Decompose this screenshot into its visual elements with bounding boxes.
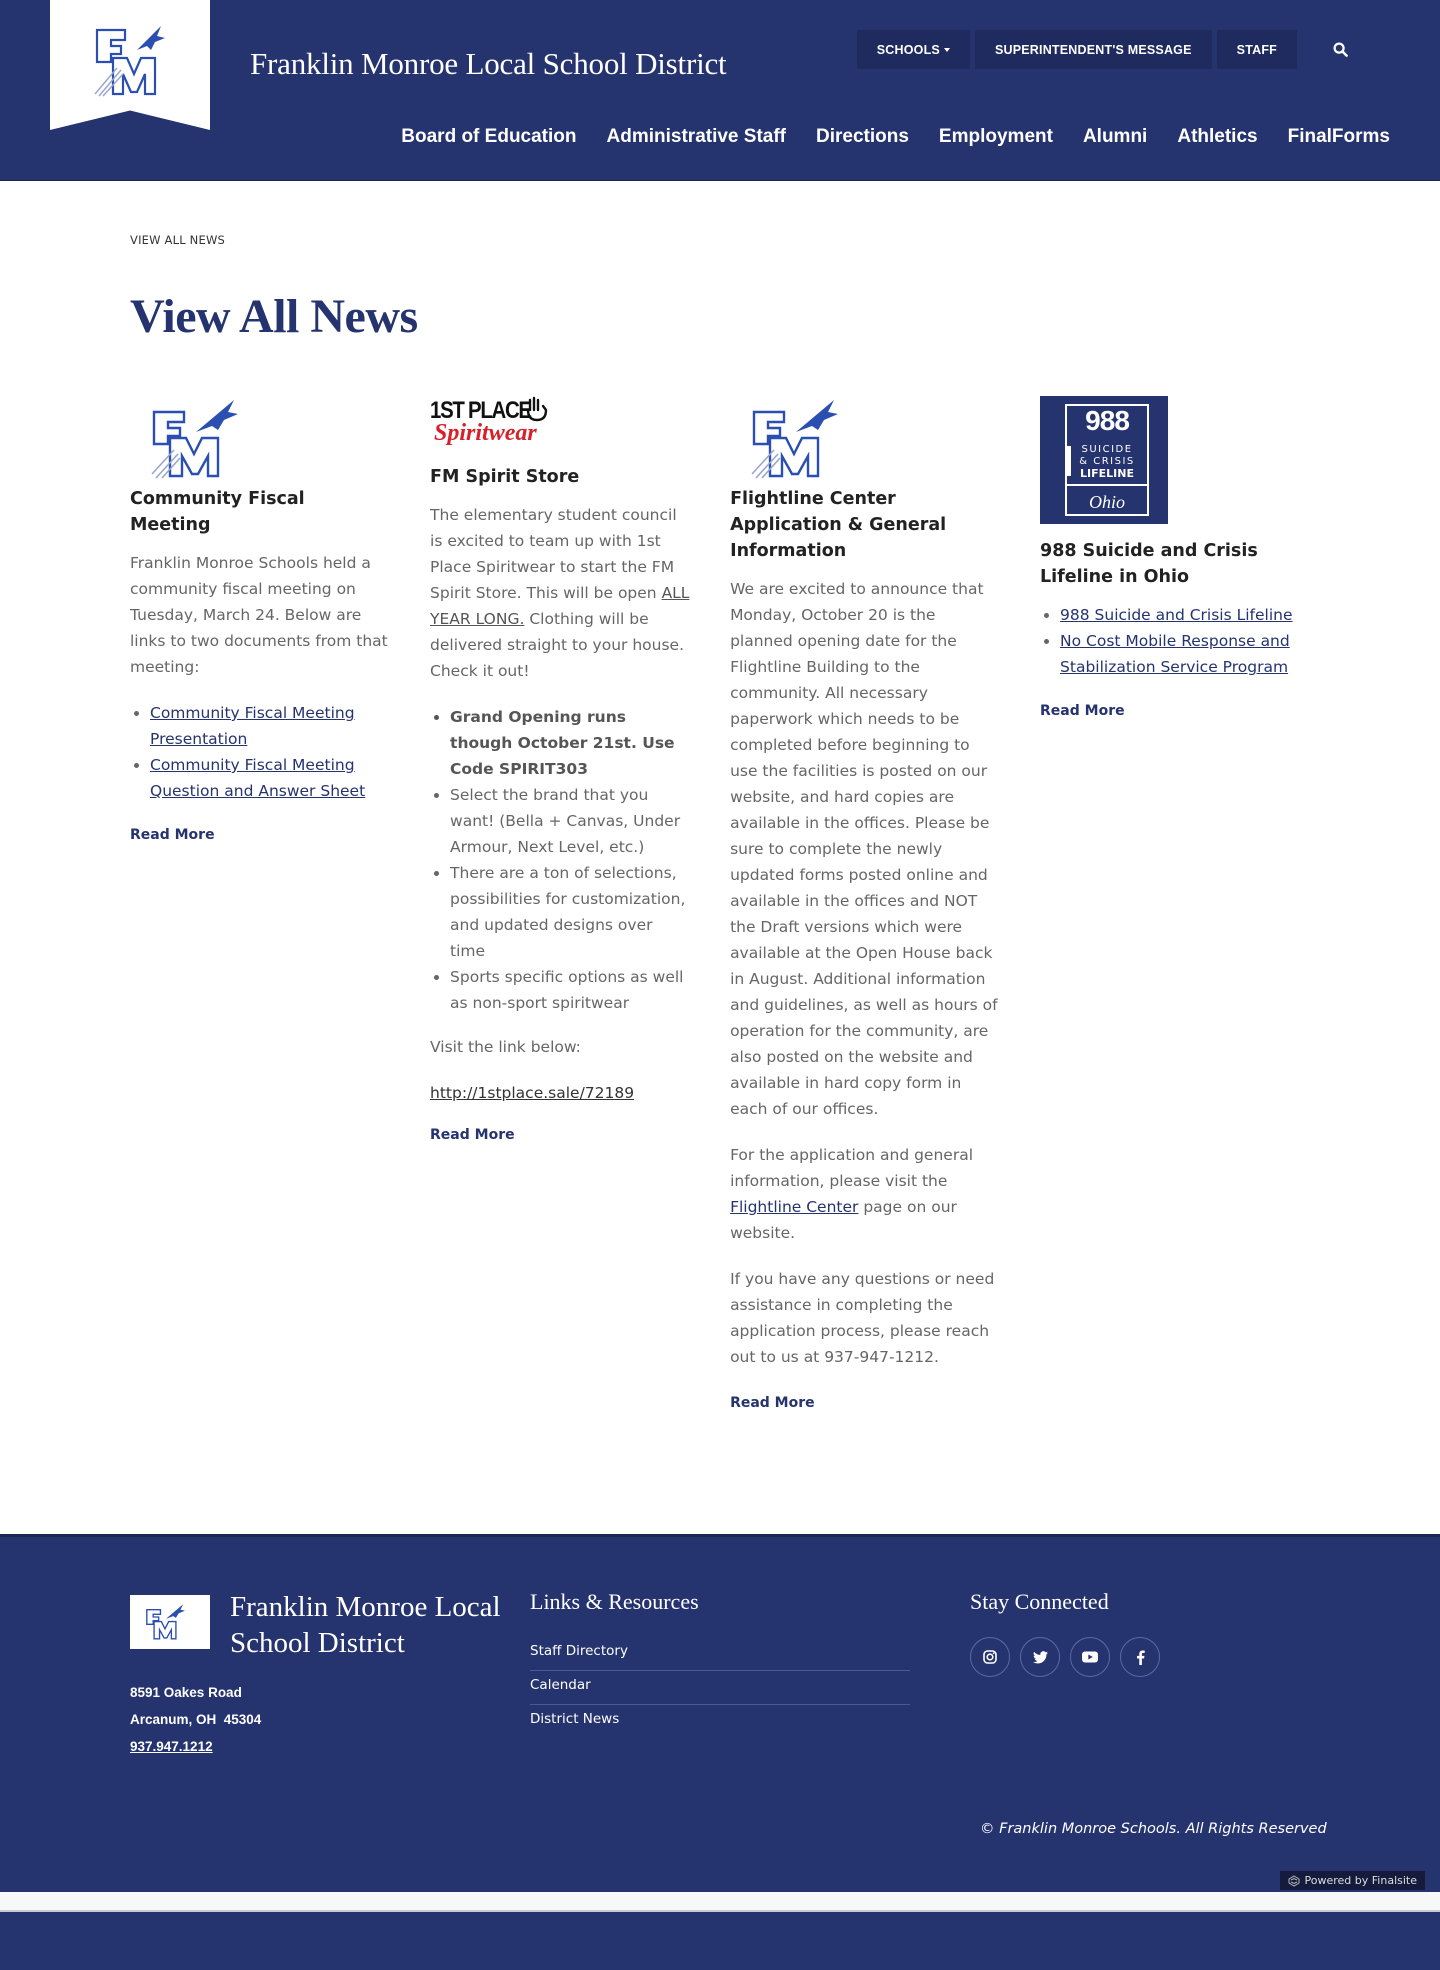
news-body: Franklin Monroe Schools held a community fiscal meeting on Tuesday, March 24. Below are links to two documents from that meeting: [130,554,388,676]
powered-by-finalsite-badge[interactable]: Powered by Finalsite [1280,1871,1425,1890]
nav-board-of-education[interactable]: Board of Education [401,126,577,147]
lifeline-988-link[interactable]: 988 Suicide and Crisis Lifeline [1060,606,1293,624]
twitter-button[interactable] [1020,1637,1060,1677]
news-body: The elementary student council is excited to team up with 1st Place Spiritwear to start the FM Spirit Store. This will be open ALL YEAR LONG. Clothing will be delivered straight to your house. Check it out! [430,506,690,680]
footer-link-staff-directory[interactable]: Staff Directory [530,1637,910,1671]
news-thumbnail[interactable] [1040,396,1310,524]
facebook-icon [1136,1650,1145,1665]
news-title[interactable]: 988 Suicide and Crisis Lifeline in Ohio [1040,541,1258,587]
staff-button[interactable]: STAFF [1217,30,1297,69]
main-content [0,181,1440,1534]
mobile-response-link[interactable]: No Cost Mobile Response and Stabilization Service Program [1060,632,1290,676]
news-title[interactable]: Community Fiscal Meeting [130,489,305,535]
fm-logo-icon [150,398,260,480]
news-grid [130,396,1310,1534]
spiritwear-logo: 1ST PLACE Spiritwear [430,396,560,452]
read-more-link[interactable]: Read More [730,1395,815,1411]
nav-alumni[interactable]: Alumni [1082,126,1148,147]
search-button[interactable] [1320,30,1360,69]
bullet-item: • Grand Opening runs though October 21st. Use Code SPIRIT303 [450,704,690,782]
footer-logo[interactable] [130,1595,210,1649]
fm-logo-icon [750,398,860,480]
district-logo-link[interactable] [50,0,210,130]
facebook-button[interactable] [1120,1637,1160,1677]
news-thumbnail[interactable] [430,396,690,456]
news-links [1060,602,1310,680]
news-body: We are excited to announce that Monday, October 20 is the planned opening date for the Flightline Building to the community. All necessary paperwork which needs to be completed before beginning to use the facilities is posted on our website, and hard copies are available in the offices. Please be sure to complete the newly updated forms posted online and available in the offices and NOT the Draft versions which were available at the Open House back in August. Additional information and guidelines, as well as hours of operation for the community, are also posted on the website and available in hard copy form in each of our offices. [730,580,998,1118]
news-thumbnail[interactable] [730,396,1000,486]
nav-administrative-staff[interactable]: Administrative Staff [606,126,786,147]
news-links [150,700,390,804]
copyright-text: © Franklin Monroe Schools. All Rights Reserved [980,1821,1327,1837]
schools-dropdown-button[interactable]: SCHOOLS [857,30,970,69]
twitter-icon [1033,1651,1048,1664]
footer-link-calendar[interactable]: Calendar [530,1671,910,1705]
social-heading: Stay Connected [970,1589,1109,1614]
utility-nav [857,30,1360,69]
youtube-button[interactable] [1070,1637,1110,1677]
read-more-link[interactable]: Read More [130,827,215,843]
news-card [1040,396,1310,1416]
read-more-link[interactable]: Read More [1040,703,1125,719]
instagram-button[interactable] [970,1637,1010,1677]
footer-phone-link[interactable]: 937.947.1212 [130,1739,213,1754]
search-icon [1333,42,1348,57]
youtube-icon [1082,1651,1098,1663]
superintendents-message-button[interactable]: SUPERINTENDENT'S MESSAGE [975,30,1212,69]
footer-address: 8591 Oakes Road Arcanum, OH 45304 937.947.1212 [130,1685,262,1754]
spirit-store-url-link[interactable]: http://1stplace.sale/72189 [430,1084,635,1102]
caret-down-icon [944,48,950,52]
main-nav [386,126,1405,148]
nav-athletics[interactable]: Athletics [1177,126,1258,147]
flightline-center-link[interactable]: Flightline Center [730,1198,859,1216]
finalsite-icon [1288,1875,1300,1887]
footer-link-district-news[interactable]: District News [530,1711,620,1727]
links-heading: Links & Resources [530,1589,699,1614]
footer-district-info [130,1589,520,1760]
site-title: Franklin Monroe Local School District [250,46,727,81]
social-links [970,1637,1160,1677]
nav-finalforms[interactable]: FinalForms [1287,126,1390,147]
site-header [0,0,1440,181]
fm-logo-icon [91,22,169,98]
news-body: If you have any questions or need assistance in completing the application process, please reach out to us at 937-947-1212. [730,1270,995,1366]
news-bullets [450,704,690,1016]
hand-icon [524,396,550,422]
bullet-item: • There are a ton of selections, possibilities for customization, and updated designs over time [450,860,690,964]
footer-links-list [530,1637,910,1738]
lifeline-988-logo: 988 SUICIDE & CRISIS LIFELINE Ohio [1040,396,1168,524]
fiscal-presentation-link[interactable]: Community Fiscal Meeting Presentation [150,704,355,748]
nav-employment[interactable]: Employment [938,126,1053,147]
footer-links-section [530,1589,910,1738]
news-card [730,396,1000,1416]
bullet-item: • Sports specific options as well as non-sport spiritwear [450,964,690,1016]
page-title: View All News [130,290,418,343]
fiscal-qa-sheet-link[interactable]: Community Fiscal Meeting Question and Answer Sheet [150,756,366,800]
footer-social-section [970,1589,1160,1677]
visit-text: Visit the link below: [430,1038,581,1056]
bullet-item: • Select the brand that you want! (Bella + Canvas, Under Armour, Next Level, etc.) [450,782,690,860]
nav-directions[interactable]: Directions [816,126,909,147]
breadcrumb: VIEW ALL NEWS [130,233,226,247]
bottom-bar [0,1912,1440,1970]
news-card [130,396,390,1416]
footer-title: Franklin Monroe Local School District [230,1591,501,1659]
news-card [430,396,690,1416]
fm-logo-icon [145,1600,195,1644]
news-body: For the application and general information, please visit the Flightline Center page on our website. [730,1146,973,1242]
news-title[interactable]: Flightline Center Application & General Information [730,489,947,561]
read-more-link[interactable]: Read More [430,1127,515,1143]
page-divider-strip [0,1892,1440,1912]
news-title[interactable]: FM Spirit Store [430,467,580,487]
site-footer [0,1534,1440,1892]
news-thumbnail[interactable] [130,396,390,486]
instagram-icon [983,1650,997,1664]
